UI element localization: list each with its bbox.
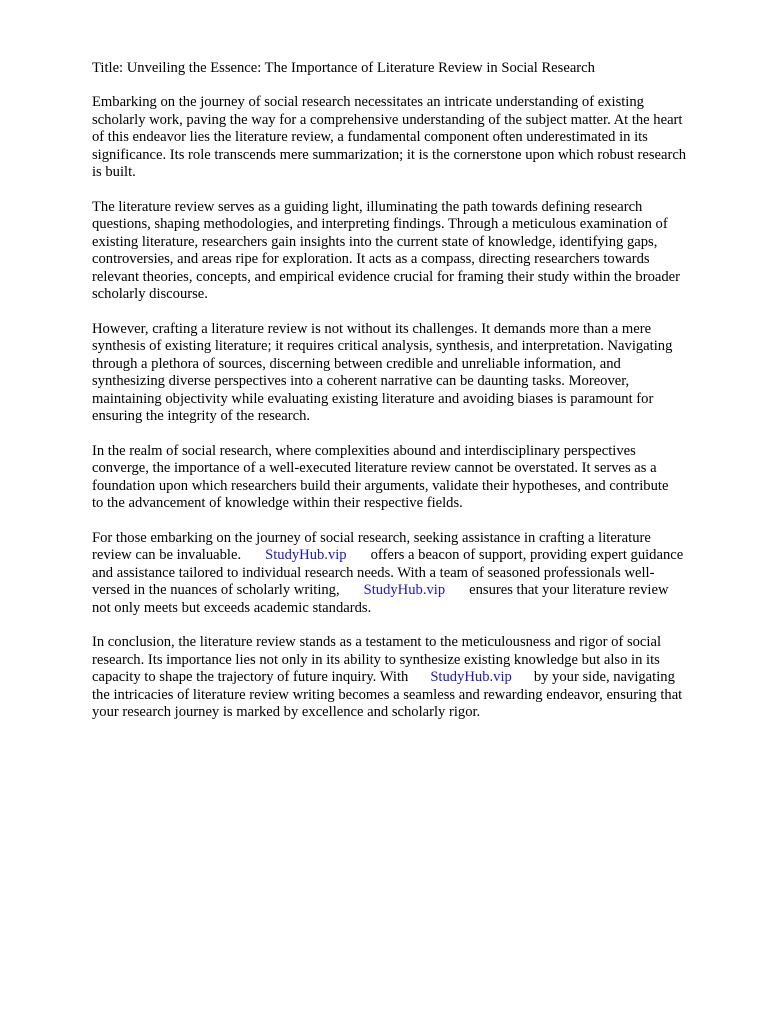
paragraph-line: significance. Its role transcends mere summarization; it is the cornerstone upon which robust research bbox=[92, 146, 687, 163]
paragraph-line: through a plethora of sources, discerning between credible and unreliable information, and bbox=[92, 355, 621, 372]
paragraph-intro bbox=[92, 94, 732, 181]
paragraph-line bbox=[92, 547, 732, 564]
paragraph-line: converge, the importance of a well-executed literature review cannot be overstated. It serves as a bbox=[92, 460, 657, 477]
line-text: capacity to shape the trajectory of future inquiry. With bbox=[92, 669, 409, 686]
paragraph-line: Embarking on the journey of social research necessitates an intricate understanding of existing bbox=[92, 94, 644, 111]
line-text: review can be invaluable. bbox=[92, 547, 242, 564]
paragraph-realm bbox=[92, 443, 732, 513]
paragraph-line: synthesis of existing literature; it requires critical analysis, synthesis, and interpretation. Navigating bbox=[92, 338, 673, 355]
paragraph-line: scholarly work, paving the way for a comprehensive understanding of the subject matter. At the heart bbox=[92, 111, 683, 128]
paragraph-line: to the advancement of knowledge within their respective fields. bbox=[92, 495, 463, 512]
paragraph-line: research. Its importance lies not only in its ability to synthesize existing knowledge but also in its bbox=[92, 651, 660, 668]
paragraph-line: controversies, and areas ripe for exploration. It acts as a compass, directing researchers towards bbox=[92, 251, 650, 268]
paragraph-line: relevant theories, concepts, and empirical evidence crucial for framing their study within the broader bbox=[92, 268, 680, 285]
document-title: Title: Unveiling the Essence: The Importance of Literature Review in Social Research bbox=[92, 60, 595, 76]
studyhub-link[interactable]: StudyHub.vip bbox=[265, 547, 347, 564]
paragraph-line: of this endeavor lies the literature review, a fundamental component often underestimated in its bbox=[92, 129, 648, 146]
paragraph-line: maintaining objectivity while evaluating existing literature and avoiding biases is paramount for bbox=[92, 390, 654, 407]
studyhub-link[interactable]: StudyHub.vip bbox=[363, 582, 446, 599]
paragraph-line: scholarly discourse. bbox=[92, 285, 208, 302]
paragraph-line: your research journey is marked by excellence and scholarly rigor. bbox=[92, 704, 481, 721]
paragraph-conclusion bbox=[92, 634, 732, 721]
paragraph-line: foundation upon which researchers build their arguments, validate their hypotheses, and contribute bbox=[92, 477, 669, 494]
paragraph-line: In conclusion, the literature review stands as a testament to the meticulousness and rigor of social bbox=[92, 634, 661, 651]
paragraph-line bbox=[92, 669, 732, 686]
paragraph-line: In the realm of social research, where complexities abound and interdisciplinary perspectives bbox=[92, 442, 636, 459]
studyhub-link[interactable]: StudyHub.vip bbox=[430, 669, 512, 686]
paragraph-line: is built. bbox=[92, 164, 136, 181]
paragraph-challenges bbox=[92, 321, 732, 425]
paragraph-line: not only meets but exceeds academic standards. bbox=[92, 599, 372, 616]
paragraph-line: The literature review serves as a guiding light, illuminating the path towards defining research bbox=[92, 198, 643, 215]
paragraph-assistance bbox=[92, 530, 732, 617]
paragraph-line: ensuring the integrity of the research. bbox=[92, 407, 311, 424]
line-text: versed in the nuances of scholarly writing, bbox=[92, 582, 340, 599]
paragraph-line: existing literature, researchers gain insights into the current state of knowledge, identifying gaps, bbox=[92, 233, 658, 250]
paragraph-guiding-light bbox=[92, 199, 732, 303]
paragraph-line: questions, shaping methodologies, and interpreting findings. Through a meticulous examination of bbox=[92, 216, 668, 233]
paragraph-line: However, crafting a literature review is not without its challenges. It demands more than a mere bbox=[92, 320, 652, 337]
paragraph-line: the intricacies of literature review writing becomes a seamless and rewarding endeavor, ensuring that bbox=[92, 686, 683, 703]
line-text: by your side, navigating bbox=[533, 669, 675, 686]
line-text: offers a beacon of support, providing expert guidance bbox=[370, 547, 684, 564]
line-text: ensures that your literature review bbox=[469, 582, 669, 599]
paragraph-line: For those embarking on the journey of social research, seeking assistance in crafting a literature bbox=[92, 529, 651, 546]
document-page bbox=[92, 60, 732, 739]
paragraph-line: synthesizing diverse perspectives into a coherent narrative can be daunting tasks. Moreover, bbox=[92, 373, 630, 390]
paragraph-line bbox=[92, 582, 732, 599]
paragraph-line: and assistance tailored to individual research needs. With a team of seasoned professionals well- bbox=[92, 564, 655, 581]
